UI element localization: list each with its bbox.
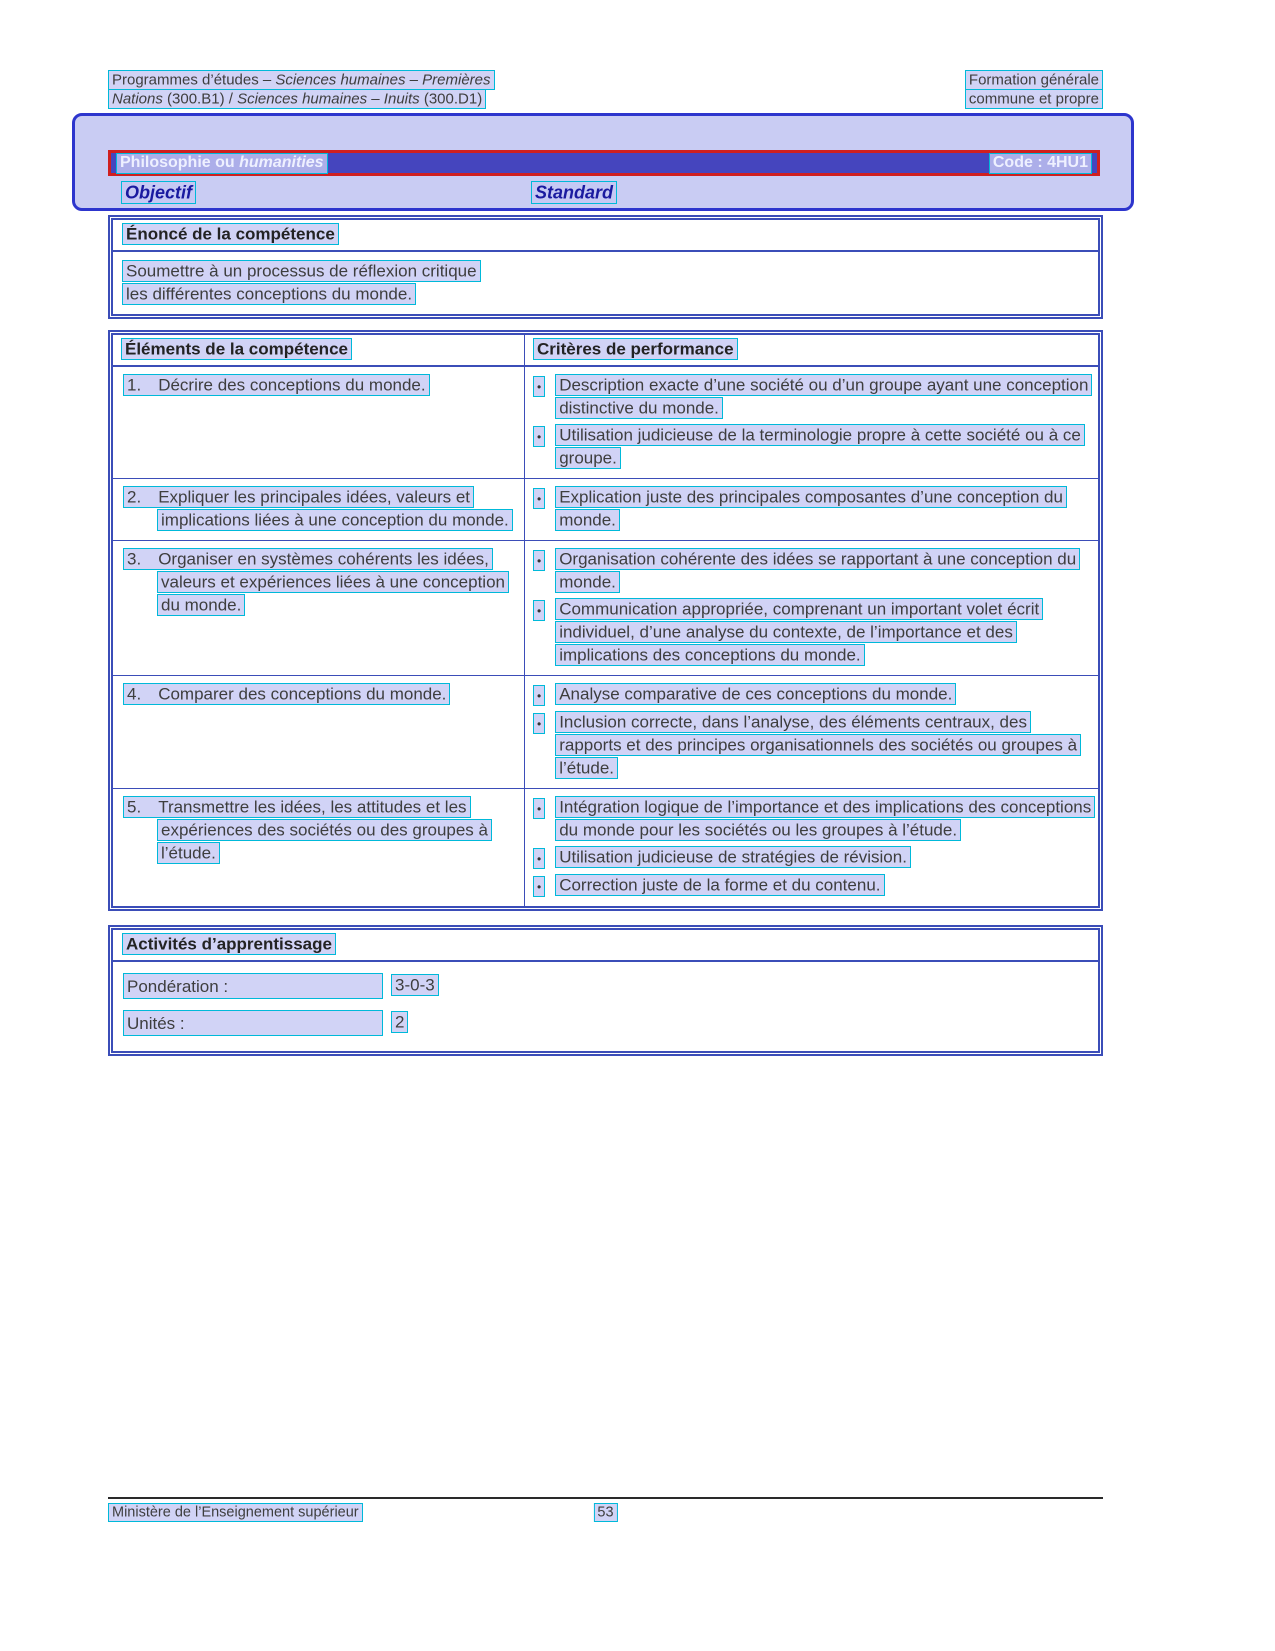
page-number-wrap <box>593 1504 617 1520</box>
enonce-header <box>113 220 1098 252</box>
unites-value-wrap <box>391 1010 408 1036</box>
criterion-text: Analyse comparative de ces conceptions du monde. <box>555 683 956 705</box>
course-title <box>116 153 328 174</box>
standard-label: Standard <box>531 181 617 204</box>
criterion-item <box>533 485 1092 531</box>
bullet-icon: • <box>533 426 545 447</box>
criteria-cell <box>525 676 1098 788</box>
unites-value: 2 <box>391 1011 408 1033</box>
elements-column-header-text: Éléments de la compétence <box>121 338 352 360</box>
element-number: 3. <box>127 549 142 568</box>
program-title-normal: Programmes d’études – <box>112 71 276 88</box>
bullet-icon: • <box>533 798 545 819</box>
page-footer <box>108 1497 1103 1520</box>
criterion-item <box>533 845 1092 869</box>
bullet-icon: • <box>533 550 545 571</box>
criterion-text-wrap <box>555 682 1092 705</box>
criteres-column-header <box>525 335 1098 365</box>
program-title <box>108 70 495 108</box>
formation-line2-text: commune et propre <box>965 89 1103 109</box>
element-text <box>123 795 514 864</box>
page-header <box>108 70 1103 108</box>
criterion-text-wrap <box>555 485 1092 531</box>
program-title-line1 <box>108 70 495 89</box>
program-title-italic3: Sciences humaines – Inuits <box>237 90 420 107</box>
unites-label-wrap <box>123 1010 391 1036</box>
criterion-item <box>533 873 1092 897</box>
element-number: 2. <box>127 487 142 506</box>
criterion-item <box>533 597 1092 666</box>
formation-line1-text: Formation générale <box>965 70 1103 90</box>
criterion-text-wrap <box>555 373 1092 419</box>
criterion-text-wrap <box>555 597 1092 666</box>
criterion-text: Description exacte d’une société ou d’un groupe ayant une conception distinctive du monde. <box>555 374 1092 419</box>
enonce-header-text: Énoncé de la compétence <box>122 223 339 245</box>
table-row <box>113 478 1098 540</box>
objectif-label-wrap <box>121 182 196 203</box>
bullet-icon: • <box>533 488 545 509</box>
element-text <box>123 682 514 705</box>
enonce-box <box>108 215 1103 319</box>
criterion-text-wrap <box>555 547 1092 593</box>
enonce-paragraph <box>122 259 484 305</box>
element-text <box>123 373 514 396</box>
element-cell <box>113 541 525 675</box>
bullet-icon: • <box>533 713 545 734</box>
enonce-text: Soumettre à un processus de réflexion critique les différentes conceptions du monde. <box>122 260 481 305</box>
page-content <box>108 70 1103 1056</box>
ponderation-value: 3-0-3 <box>391 974 439 996</box>
element-number: 4. <box>127 684 142 703</box>
element-cell <box>113 367 525 478</box>
objectif-label: Objectif <box>121 181 196 204</box>
criterion-item <box>533 795 1092 841</box>
ponderation-row <box>113 968 1098 1005</box>
ministry-name: Ministère de l’Enseignement supérieur <box>108 1503 363 1522</box>
criterion-item <box>533 423 1092 469</box>
table-row <box>113 675 1098 788</box>
unites-label: Unités : <box>123 1010 383 1036</box>
criterion-item <box>533 547 1092 593</box>
criterion-text: Correction juste de la forme et du contenu. <box>555 874 884 896</box>
criterion-text: Organisation cohérente des idées se rapportant à une conception du monde. <box>555 548 1080 593</box>
formation-line1 <box>965 70 1103 89</box>
unites-row <box>113 1005 1098 1042</box>
criterion-text-wrap <box>555 795 1092 841</box>
table-row <box>113 540 1098 675</box>
element-text <box>123 485 514 531</box>
course-title-bar <box>108 150 1100 176</box>
ponderation-value-wrap <box>391 973 439 999</box>
criteria-cell <box>525 541 1098 675</box>
course-code: Code : 4HU1 <box>989 153 1092 174</box>
table-row <box>113 367 1098 478</box>
program-title-italic2: Nations <box>112 90 163 107</box>
course-title-normal: Philosophie ou <box>120 154 240 171</box>
element-text <box>123 547 514 616</box>
element-cell <box>113 789 525 906</box>
element-label: Organiser en systèmes cohérents les idées, valeurs et expériences liées à une conception du monde. <box>158 549 505 614</box>
criterion-text: Intégration logique de l’importance et des implications des conceptions du monde pour les sociétés ou les groupes à l’étude. <box>555 796 1095 841</box>
program-title-normal3: (300.D1) <box>419 90 483 107</box>
element-label: Transmettre les idées, les attitudes et les expériences des sociétés ou des groupes à l’étude. <box>158 797 488 862</box>
program-title-line2-text <box>108 89 486 109</box>
bullet-icon: • <box>533 876 545 897</box>
criterion-item <box>533 682 1092 706</box>
element-label: Expliquer les principales idées, valeurs et implications liées à une conception du monde. <box>158 487 509 529</box>
bullet-icon: • <box>533 376 545 397</box>
course-header-panel <box>72 113 1134 211</box>
criterion-text: Communication appropriée, comprenant un important volet écrit individuel, d’une analyse du contexte, de l’importance et des implications des conceptions du monde. <box>555 598 1043 666</box>
bullet-icon: • <box>533 600 545 621</box>
bullet-icon: • <box>533 685 545 706</box>
criterion-text: Inclusion correcte, dans l’analyse, des éléments centraux, des rapports et des principes organisationnels des sociétés ou groupes à l’étude. <box>555 711 1081 779</box>
criteria-cell <box>525 479 1098 540</box>
criterion-text: Utilisation judicieuse de la terminologie propre à cette société ou à ce groupe. <box>555 424 1085 469</box>
enonce-body <box>113 252 1098 314</box>
competence-table <box>108 330 1103 911</box>
activities-body <box>113 962 1098 1051</box>
criterion-text-wrap <box>555 423 1092 469</box>
criteria-cell <box>525 367 1098 478</box>
program-title-line1-text <box>108 70 495 90</box>
formation-line2 <box>965 89 1103 108</box>
activities-header <box>113 930 1098 962</box>
bullet-icon: • <box>533 848 545 869</box>
competence-table-header <box>113 335 1098 367</box>
criterion-text: Explication juste des principales composantes d’une conception du monde. <box>555 486 1067 531</box>
criterion-text-wrap <box>555 845 1092 868</box>
criteres-column-header-text: Critères de performance <box>533 338 738 360</box>
element-label: Décrire des conceptions du monde. <box>158 375 426 394</box>
course-title-italic: humanities <box>239 154 324 171</box>
element-number: 1. <box>127 375 142 394</box>
ponderation-label-wrap <box>123 973 391 999</box>
criterion-item <box>533 373 1092 419</box>
program-title-italic: Sciences humaines – Premières <box>275 71 491 88</box>
criterion-text: Utilisation judicieuse de stratégies de révision. <box>555 846 911 868</box>
element-cell <box>113 676 525 788</box>
program-title-normal2: (300.B1) / <box>162 90 238 107</box>
criterion-text-wrap <box>555 710 1092 779</box>
elements-column-header <box>113 335 525 365</box>
criteria-cell <box>525 789 1098 906</box>
program-title-line2 <box>108 89 495 108</box>
criterion-item <box>533 710 1092 779</box>
element-number: 5. <box>127 797 142 816</box>
element-label: Comparer des conceptions du monde. <box>158 684 447 703</box>
standard-label-wrap <box>531 182 617 203</box>
formation-label <box>965 70 1103 108</box>
criterion-text-wrap <box>555 873 1092 896</box>
activities-box <box>108 925 1103 1056</box>
ponderation-label: Pondération : <box>123 973 383 999</box>
activities-header-text: Activités d’apprentissage <box>122 933 336 955</box>
table-row <box>113 788 1098 906</box>
page-number: 53 <box>593 1503 617 1522</box>
element-cell <box>113 479 525 540</box>
